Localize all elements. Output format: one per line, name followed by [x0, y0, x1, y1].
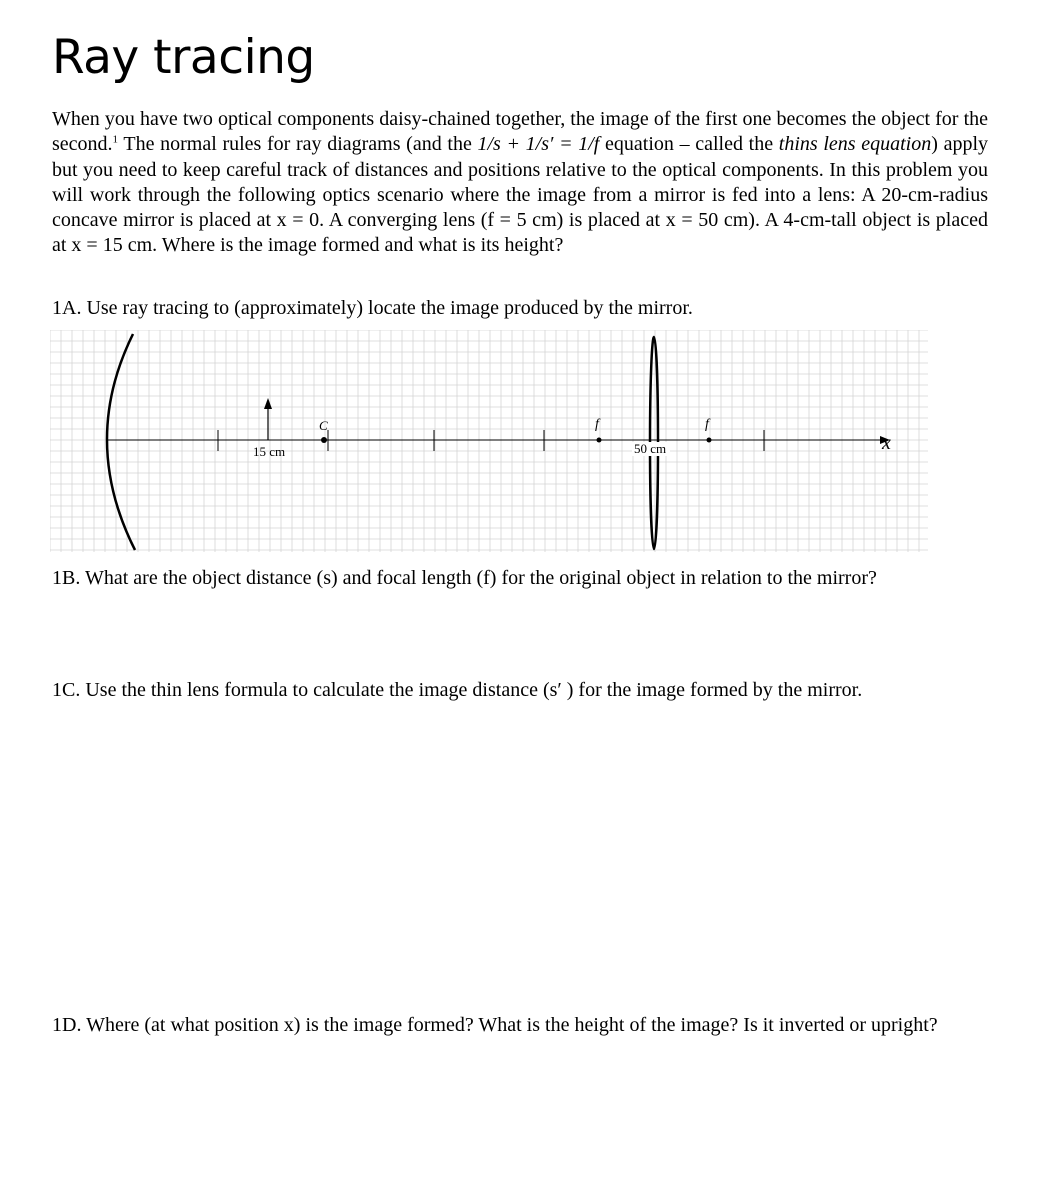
center-point — [321, 437, 327, 443]
focal-point-right — [707, 438, 712, 443]
center-label: C — [319, 418, 328, 433]
intro-text-4: ) apply but you need to keep careful track of distances and positions relative to the optical components. In this problem you will work through the following optics scenario where the image from a mirror is fed into a lens: A 20-cm-radius concave mirror is placed at x = 0. A converging lens (f = 5 cm) is placed at x = 50 cm). A 4-cm-tall object is placed at x = 15 cm. Where is the image formed and what is its height? — [52, 133, 989, 257]
diagram-grid — [50, 330, 928, 552]
thins-lens-term: thins lens equation — [778, 133, 932, 156]
lens-position-label: 50 cm — [634, 441, 667, 456]
intro-text-1: When you have two optical components daisy-chained together, the image of the first one becomes the object for the second. — [52, 108, 988, 156]
question-1d: 1D. Where (at what position x) is the image formed? What is the height of the image? Is it inverted or upright? — [52, 1014, 938, 1036]
question-1a: 1A. Use ray tracing to (approximately) locate the image produced by the mirror. — [52, 297, 693, 319]
footnote-mark: 1 — [112, 133, 119, 146]
focal-label-right: f — [705, 417, 709, 432]
page-title: Ray tracing — [52, 30, 315, 85]
focal-point-left — [597, 438, 602, 443]
intro-paragraph — [52, 107, 988, 259]
focal-label-left: f — [595, 417, 599, 432]
axis-label: x — [882, 432, 891, 454]
object-position-label: 15 cm — [253, 444, 286, 459]
intro-text-3: equation – called the — [599, 133, 779, 156]
question-1c: 1C. Use the thin lens formula to calculate the image distance (s′ ) for the image formed by the mirror. — [52, 679, 863, 701]
object-arrowhead — [264, 398, 272, 409]
question-1b: 1B. What are the object distance (s) and focal length (f) for the original object in relation to the mirror? — [52, 567, 877, 589]
concave-mirror — [107, 334, 135, 550]
thin-lens-equation: 1/s + 1/s′ = 1/f — [477, 133, 600, 156]
ray-diagram — [50, 330, 928, 552]
intro-text-2: The normal rules for ray diagrams (and the — [118, 133, 478, 156]
